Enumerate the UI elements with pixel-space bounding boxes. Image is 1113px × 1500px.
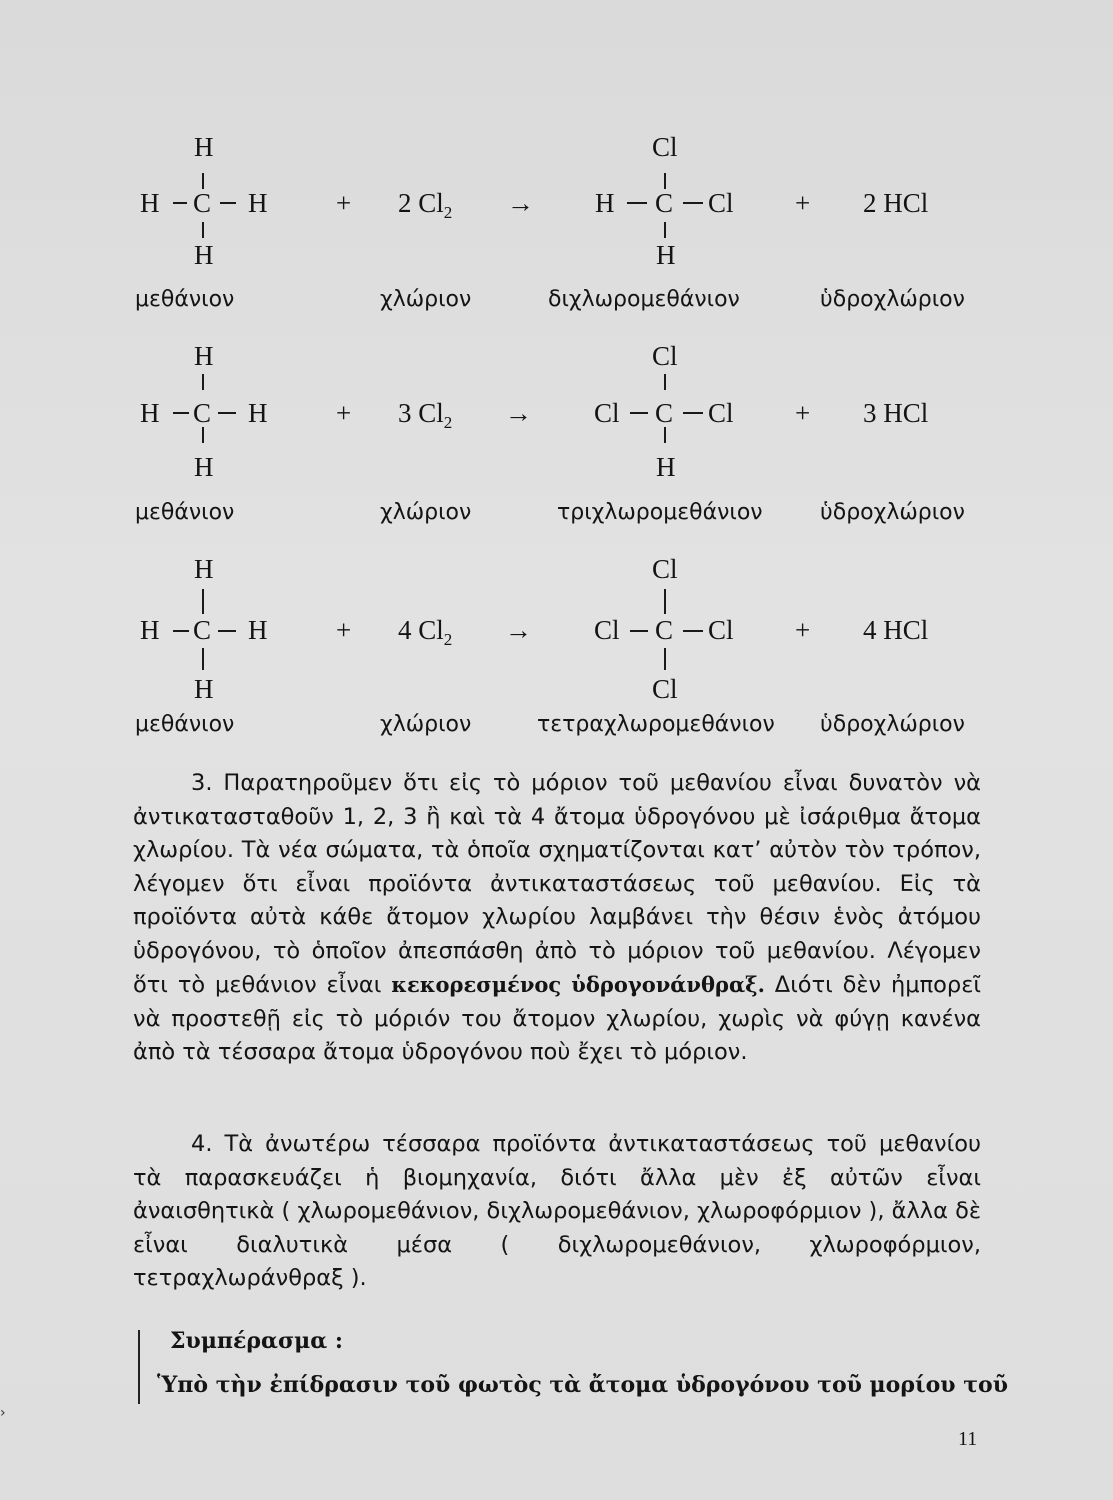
reaction-1 xyxy=(0,125,1113,325)
compound-name: ὑδροχλώριον xyxy=(820,500,965,525)
product-center-atom: C xyxy=(655,398,674,428)
reagent: 3 $Cl_2$ xyxy=(398,398,453,432)
compound-name: τετραχλωρομεθάνιον xyxy=(537,712,775,737)
reactant-bottom-atom: H xyxy=(194,452,214,482)
product-top-atom: Cl xyxy=(652,341,678,371)
reaction-2 xyxy=(0,340,1113,540)
product-left-atom: H xyxy=(595,188,615,218)
compound-name: ὑδροχλώριον xyxy=(820,712,965,737)
reactant-left-atom: H xyxy=(140,188,160,218)
reactant-center-atom: C xyxy=(193,615,212,645)
reactant-right-atom: H xyxy=(248,398,268,428)
byproduct: 4 HCl xyxy=(863,615,929,645)
product-center-atom: C xyxy=(655,188,674,218)
product-right-atom: Cl xyxy=(708,188,734,218)
reactant-center-atom: C xyxy=(193,398,212,428)
reactant-left-atom: H xyxy=(140,615,160,645)
byproduct: 2 HCl xyxy=(863,188,929,218)
compound-name: ὑδροχλώριον xyxy=(820,287,965,312)
compound-name: χλώριον xyxy=(380,500,472,525)
plus-sign: + xyxy=(795,398,811,428)
compound-name: μεθάνιον xyxy=(135,712,235,737)
reactant-bottom-atom: H xyxy=(194,240,214,270)
product-top-atom: Cl xyxy=(652,132,678,162)
compound-name: διχλωρομεθάνιον xyxy=(548,287,740,312)
compound-name: μεθάνιον xyxy=(135,500,235,525)
compound-name: χλώριον xyxy=(380,287,472,312)
product-right-atom: Cl xyxy=(708,398,734,428)
paragraph-3: 3. Παρατηροῦμεν ὅτι εἰς τὸ μόριον τοῦ μεθανίου εἶναι δυνατὸν νὰ ἀντικατασταθοῦν 1, 2, 3 ἢ καὶ τὰ 4 ἄτομα ὑδρογόνου μὲ ἰσάριθμα ἄτομα χλωρίου. Τὰ νέα σώματα, τὰ ὁποῖα σχηματίζονται κατ’ αὐτὸν τὸν τρόπον, λέγομεν ὅτι εἶναι προϊόντα ἀντικαταστάσεως τοῦ μεθανίου. Εἰς τὰ προϊόντα αὐτὰ κάθε ἄτομον χλωρίου λαμβάνει τὴν θέσιν ἑνὸς ἀτόμου ὑδρογόνου, τὸ ὁποῖον ἀπεσπάσθη ἀπὸ τὸ μόριον τοῦ μεθανίου. Λέγομεν ὅτι τὸ μεθάνιον εἶναι κεκορεσμένος ὑδρογονάνθραξ. Διότι δὲν ἠμπορεῖ νὰ προστεθῇ εἰς τὸ μόριόν του ἄτομον χλωρίου, χωρὶς νὰ φύγῃ κανένα ἀπὸ τὰ τέσσαρα ἄτομα ὑδρογόνου ποὺ ἔχει τὸ μόριον. xyxy=(133,770,981,1065)
page-number: 11 xyxy=(958,1428,978,1450)
margin-mark: › xyxy=(0,1405,6,1421)
reactant-right-atom: H xyxy=(248,615,268,645)
product-center-atom: C xyxy=(655,615,674,645)
plus-sign: + xyxy=(795,188,811,218)
product-bottom-atom: Cl xyxy=(652,674,678,704)
reactant-center-atom: C xyxy=(193,188,212,218)
reagent: 4 $Cl_2$ xyxy=(398,615,453,649)
conclusion-margin-rule xyxy=(138,1330,140,1404)
bold-term: κεκορεσμένος ὑδρογονάνθραξ. xyxy=(391,972,765,997)
reaction-arrow: → xyxy=(505,398,532,428)
product-bottom-atom: H xyxy=(656,240,676,270)
byproduct: 3 HCl xyxy=(863,398,929,428)
compound-name: τριχλωρομεθάνιον xyxy=(557,500,763,525)
product-right-atom: Cl xyxy=(708,615,734,645)
reactant-top-atom: H xyxy=(194,132,214,162)
conclusion-text: Ὑπὸ τὴν ἐπίδρασιν τοῦ φωτὸς τὰ ἄτομα ὑδρογόνου τοῦ μορίου τοῦ xyxy=(157,1372,1008,1398)
reactant-left-atom: H xyxy=(140,398,160,428)
product-bottom-atom: H xyxy=(656,452,676,482)
reactant-bottom-atom: H xyxy=(194,674,214,704)
reaction-arrow: → xyxy=(505,615,532,645)
paragraph-4: 4. Τὰ ἀνωτέρω τέσσαρα προϊόντα ἀντικαταστάσεως τοῦ μεθανίου τὰ παρασκευάζει ἡ βιομηχανία, διότι ἄλλα μὲν ἐξ αὐτῶν εἶναι ἀναισθητικὰ ( χλωρομεθάνιον, διχλωρομεθάνιον, χλωροφόρμιον ), ἄλλα δὲ εἶναι διαλυτικὰ μέσα ( διχλωρομεθάνιον, χλωροφόρμιον, τετραχλωράνθραξ ). xyxy=(133,1131,982,1291)
product-top-atom: Cl xyxy=(652,554,678,584)
plus-sign: + xyxy=(336,615,352,645)
compound-name: χλώριον xyxy=(380,712,472,737)
product-left-atom: Cl xyxy=(594,615,620,645)
conclusion-title: Συμπέρασμα : xyxy=(170,1328,343,1354)
reagent: 2 $Cl_2$ xyxy=(398,188,453,222)
reactant-right-atom: H xyxy=(248,188,268,218)
compound-name: μεθάνιον xyxy=(135,287,235,312)
reactant-top-atom: H xyxy=(194,341,214,371)
product-left-atom: Cl xyxy=(594,398,620,428)
reactant-top-atom: H xyxy=(194,554,214,584)
plus-sign: + xyxy=(336,398,352,428)
reaction-arrow: → xyxy=(507,188,534,218)
reaction-3 xyxy=(0,552,1113,752)
plus-sign: + xyxy=(336,188,352,218)
plus-sign: + xyxy=(795,615,811,645)
